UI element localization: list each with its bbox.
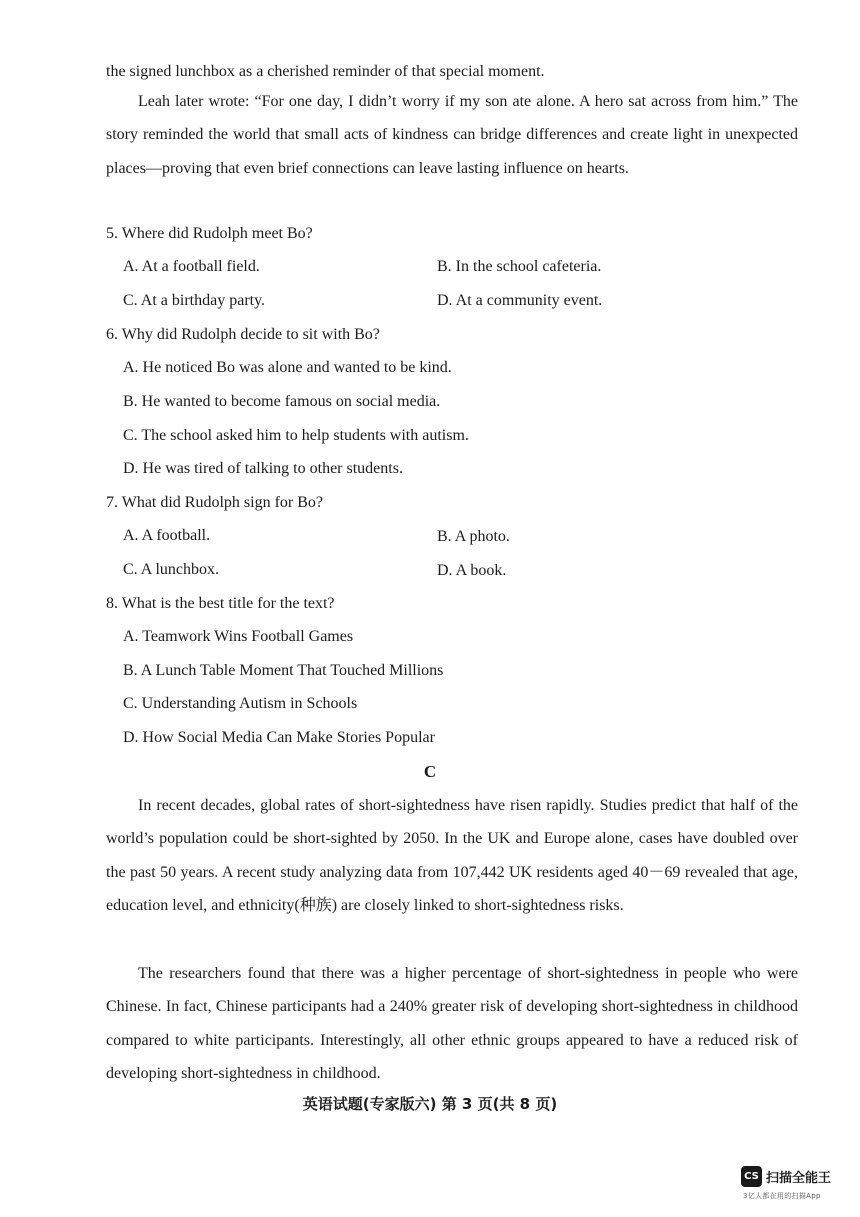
page-footer: 英语试题(专家版六) 第 3 页(共 8 页) — [302, 1095, 558, 1113]
question-7-option-c: C. A lunchbox. — [123, 561, 220, 578]
question-5-option-c: C. At a birthday party. — [123, 292, 266, 309]
question-8: 8. What is the best title for the text? — [106, 595, 335, 612]
question-7-option-b: B. A photo. — [437, 528, 510, 545]
camscanner-logo-icon: CS — [741, 1166, 762, 1187]
passage-c-heading: C — [423, 762, 437, 781]
passage-c-paragraph-1: In recent decades, global rates of short-sightedness have risen rapidly. Studies predict that half of the world’s population could be short-sighted by 2050. In the UK and Europe alone, cases have doubled over the past 50 years. A recent study analyzing data from 107,442 UK residents aged 40－69 revealed that age, education level, and ethnicity(种族) are closely linked to short-sightedness risks. — [106, 797, 798, 914]
question-7-option-d: D. A book. — [437, 562, 507, 579]
watermark-app-name: 扫描全能王 — [766, 1171, 832, 1186]
question-8-option-c: C. Understanding Autism in Schools — [123, 695, 358, 712]
question-6-option-c: C. The school asked him to help students with autism. — [123, 427, 469, 444]
question-6-option-d: D. He was tired of talking to other students. — [123, 460, 403, 477]
question-5-option-b: B. In the school cafeteria. — [437, 258, 602, 275]
passage-b-final-paragraph: Leah later wrote: “For one day, I didn’t worry if my son ate alone. A hero sat across from him.” The story reminded the world that small acts of kindness can bridge differences and create light in unexpected places—proving that even brief connections can leave lasting influence on hearts. — [106, 93, 798, 177]
question-7: 7. What did Rudolph sign for Bo? — [106, 494, 324, 511]
question-7-option-a: A. A football. — [123, 527, 211, 544]
passage-b-last-line: the signed lunchbox as a cherished reminder of that special moment. — [106, 63, 545, 80]
question-8-option-a: A. Teamwork Wins Football Games — [123, 628, 354, 645]
question-5: 5. Where did Rudolph meet Bo? — [106, 225, 313, 242]
question-6-option-b: B. He wanted to become famous on social media. — [123, 393, 441, 410]
question-6: 6. Why did Rudolph decide to sit with Bo? — [106, 326, 380, 343]
question-8-option-b: B. A Lunch Table Moment That Touched Millions — [123, 662, 444, 679]
question-6-option-a: A. He noticed Bo was alone and wanted to be kind. — [123, 359, 452, 376]
question-8-option-d: D. How Social Media Can Make Stories Popular — [123, 729, 435, 746]
scanner-watermark — [741, 1166, 851, 1206]
question-5-option-a: A. At a football field. — [123, 258, 260, 275]
question-5-option-d: D. At a community event. — [437, 292, 603, 309]
passage-c-paragraph-2: The researchers found that there was a higher percentage of short-sightedness in people who were Chinese. In fact, Chinese participants had a 240% greater risk of developing short-sightedness in childhood compared to white participants. Interestingly, all other ethnic groups appeared to have a reduced risk of developing short-sightedness in childhood. — [106, 965, 798, 1082]
watermark-tagline: 3亿人都在用的扫描App — [743, 1192, 821, 1200]
